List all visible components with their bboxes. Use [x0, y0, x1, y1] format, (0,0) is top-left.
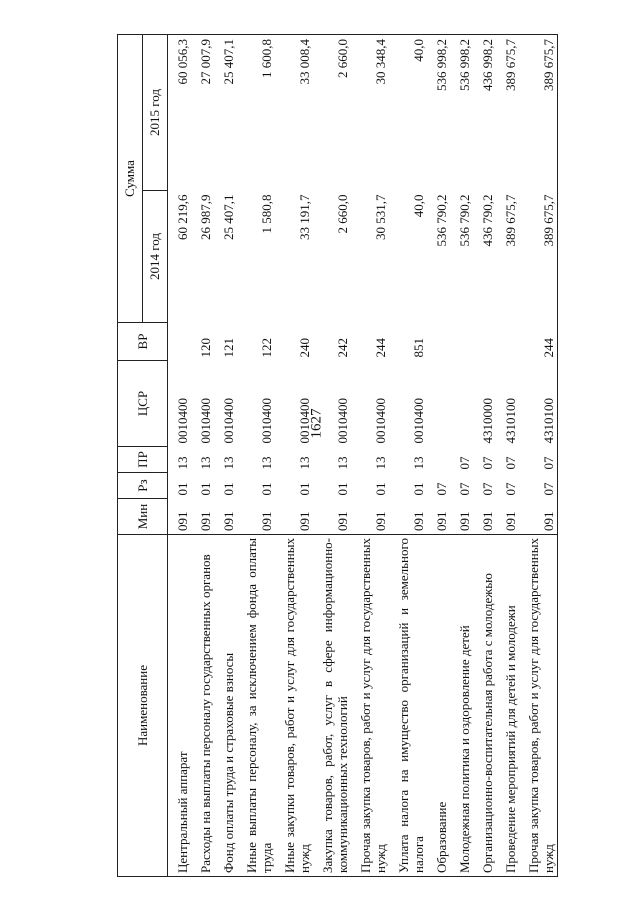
table-row [389, 35, 427, 877]
cell-2015: 30 348,4 [351, 35, 389, 191]
cell-min: 091 [335, 511, 350, 531]
cell-min: 091 [297, 511, 312, 531]
cell-name: Расходы на выплаты персоналу государственных органов [191, 535, 214, 877]
cell-2015: 2 660,0 [313, 35, 351, 191]
cell-vr [496, 323, 519, 361]
table-header [118, 35, 168, 877]
cell-vr: 122 [259, 338, 274, 358]
cell-vr [473, 323, 496, 361]
cell-2014: 536 790,2 [434, 194, 449, 247]
cell-2014: 1 580,8 [259, 194, 274, 234]
cell-2014: 30 531,7 [373, 194, 388, 240]
cell-pr: 13 [373, 456, 388, 470]
cell-rz: 01 [411, 482, 426, 496]
cell-rz: 07 [434, 482, 449, 496]
cell-2014: 26 987,9 [198, 194, 213, 240]
cell-min: 091 [198, 511, 213, 531]
header-rz: Рз [118, 473, 168, 499]
cell-2014: 60 219,6 [175, 194, 190, 240]
cell-vr [450, 323, 473, 361]
cell-rz: 01 [335, 482, 350, 496]
cell-min: 091 [434, 511, 449, 531]
table-row [191, 35, 214, 877]
cell-min: 091 [373, 511, 388, 531]
cell-csr: 4310100 [519, 361, 558, 447]
page-number: 1627 [308, 408, 325, 439]
table-row [313, 35, 351, 877]
cell-2014: 33 191,7 [297, 194, 312, 240]
cell-rz: 07 [503, 482, 518, 496]
table-row [473, 35, 496, 877]
cell-pr [427, 447, 450, 473]
cell-name: Прочая закупка товаров, работ и услуг для государственных нужд [519, 535, 558, 877]
cell-rz: 01 [259, 482, 274, 496]
cell-2015: 33 008,4 [275, 35, 313, 191]
cell-name: Молодежная политика и оздоровление детей [450, 535, 473, 877]
table-row [450, 35, 473, 877]
table-row [351, 35, 389, 877]
cell-pr: 13 [335, 456, 350, 470]
table-row [214, 35, 237, 877]
cell-csr: 0010400 [335, 398, 350, 444]
cell-min: 091 [175, 511, 190, 531]
cell-name: Организационно-воспитательная работа с молодежью [473, 535, 496, 877]
cell-rz: 01 [373, 482, 388, 496]
cell-min: 091 [480, 511, 495, 531]
cell-csr [427, 361, 450, 447]
cell-csr: 0010400 [297, 398, 312, 444]
cell-name: Проведение мероприятий для детей и молодежи [496, 535, 519, 877]
cell-vr: 240 [297, 338, 312, 358]
cell-vr [168, 323, 192, 361]
cell-vr: 242 [335, 338, 350, 358]
cell-min: 091 [411, 511, 426, 531]
cell-pr: 07 [457, 456, 472, 470]
rotated-page [107, 0, 556, 905]
cell-name: Иные выплаты персоналу, за исключением фонда оплаты труда [237, 535, 275, 877]
table-row [237, 35, 275, 877]
cell-2015: 1 600,8 [237, 35, 275, 191]
cell-2014: 436 790,2 [480, 194, 495, 247]
header-name: Наименование [118, 535, 168, 877]
header-csr: ЦСР [118, 361, 168, 447]
table-row [427, 35, 450, 877]
header-2015: 2015 год [143, 35, 168, 191]
cell-name: Фонд оплаты труда и страховые взносы [214, 535, 237, 877]
cell-name: Иные закупки товаров, работ и услуг для государственных нужд [275, 535, 313, 877]
table-row [168, 35, 192, 877]
cell-rz: 07 [457, 482, 472, 496]
table-body [168, 35, 558, 877]
cell-name: Закупка товаров, работ, услуг в сфере информационно-коммуникационных технологий [313, 535, 351, 877]
cell-min: 091 [457, 511, 472, 531]
cell-csr: 0010400 [373, 398, 388, 444]
cell-2014: 2 660,0 [335, 194, 350, 234]
cell-pr: 13 [259, 456, 274, 470]
cell-min: 091 [259, 511, 274, 531]
cell-pr: 07 [480, 456, 495, 470]
cell-csr: 4310000 [480, 398, 495, 444]
cell-name: Центральный аппарат [168, 535, 192, 877]
header-2014: 2014 год [143, 191, 168, 323]
table-row [275, 35, 313, 877]
cell-pr: 13 [198, 456, 213, 470]
cell-2015: 27 007,9 [191, 35, 214, 191]
cell-2014: 536 790,2 [457, 194, 472, 247]
cell-csr: 0010400 [221, 398, 236, 444]
cell-pr: 13 [411, 456, 426, 470]
header-min: Мин [118, 499, 168, 535]
cell-2015: 60 056,3 [168, 35, 192, 191]
cell-2015: 536 998,2 [427, 35, 450, 191]
cell-rz: 01 [175, 482, 190, 496]
cell-rz: 01 [198, 482, 213, 496]
cell-2015: 536 998,2 [450, 35, 473, 191]
cell-rz: 07 [519, 473, 558, 499]
cell-vr: 120 [198, 338, 213, 358]
cell-2015: 389 675,7 [519, 35, 558, 191]
cell-2015: 40,0 [389, 35, 427, 191]
cell-vr: 244 [373, 338, 388, 358]
header-sum: Сумма [118, 35, 143, 323]
cell-pr: 13 [297, 456, 312, 470]
table-row [496, 35, 519, 877]
cell-2014: 25 407,1 [221, 194, 236, 240]
header-pr: ПР [118, 447, 168, 473]
cell-vr: 851 [411, 338, 426, 358]
cell-vr: 121 [221, 338, 236, 358]
cell-csr [450, 361, 473, 447]
cell-2014: 40,0 [411, 194, 426, 218]
cell-csr: 4310100 [503, 398, 518, 444]
cell-rz: 07 [480, 482, 495, 496]
cell-rz: 01 [221, 482, 236, 496]
cell-csr: 0010400 [175, 398, 190, 444]
cell-min: 091 [503, 511, 518, 531]
cell-csr: 0010400 [259, 398, 274, 444]
cell-name: Уплата налога на имущество организаций и земельного налога [389, 535, 427, 877]
cell-csr: 0010400 [198, 398, 213, 444]
cell-rz: 01 [297, 482, 312, 496]
cell-name: Прочая закупка товаров, работ и услуг для государственных нужд [351, 535, 389, 877]
cell-pr: 07 [503, 456, 518, 470]
cell-vr [427, 323, 450, 361]
cell-2015: 436 998,2 [473, 35, 496, 191]
cell-name: Образование [427, 535, 450, 877]
budget-table [117, 34, 558, 877]
header-vr: ВР [118, 323, 168, 361]
cell-vr: 244 [519, 323, 558, 361]
cell-min: 091 [519, 499, 558, 535]
cell-pr: 13 [175, 456, 190, 470]
cell-pr: 13 [221, 456, 236, 470]
cell-pr: 07 [519, 447, 558, 473]
cell-2014: 389 675,7 [519, 191, 558, 323]
cell-2015: 25 407,1 [214, 35, 237, 191]
cell-2015: 389 675,7 [496, 35, 519, 191]
cell-2014: 389 675,7 [503, 194, 518, 247]
table-row [519, 35, 558, 877]
cell-csr: 0010400 [411, 398, 426, 444]
cell-min: 091 [221, 511, 236, 531]
